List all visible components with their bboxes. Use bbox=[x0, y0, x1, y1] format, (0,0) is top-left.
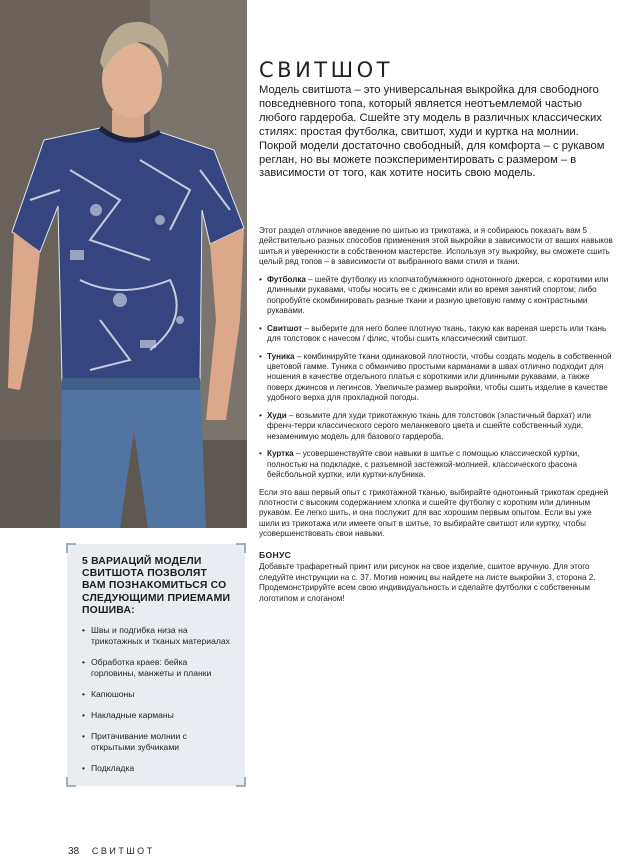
sidebar-item-text: Подкладка bbox=[91, 763, 135, 774]
corner-mark bbox=[236, 777, 246, 787]
bullet-icon: • bbox=[82, 731, 86, 742]
corner-mark bbox=[66, 777, 76, 787]
sidebar-item-text: Обработка краев: бейка горловины, манжеты и планки bbox=[91, 657, 212, 679]
corner-mark bbox=[236, 543, 246, 553]
variant-text: – выберите для него более плотную ткань, такую как вареная шерсть или ткань для толстовок с начесом / флис, чтобы сшить классический свитшот. bbox=[267, 323, 607, 344]
body-text bbox=[259, 226, 613, 611]
variant-term: Свитшот bbox=[267, 323, 303, 333]
sidebar-title: 5 ВАРИАЦИЙ МОДЕЛИ СВИТШОТА ПОЗВОЛЯТ ВАМ ПОЗНАКОМИТЬСЯ СО СЛЕДУЮЩИМИ ПРИЕМАМИ ПОШИВА: bbox=[82, 556, 231, 616]
advice-paragraph: Если это ваш первый опыт с трикотажной тканью, выбирайте однотонный трикотаж средней плотности с высоким содержанием хлопка и сшейте футболку с коротким или длинным рукавом. Ее легко шить, и она послужит для вас хорошим первым опытом. Если вы уже шили из трикотажа или имеете опыт в шитье, то выбирайте свитшот или куртку, чтобы усовершенствовать свои навыки. bbox=[259, 487, 609, 539]
sidebar-item bbox=[82, 625, 233, 647]
bullet-icon: • bbox=[82, 625, 86, 636]
variant-item bbox=[259, 275, 613, 317]
bullet-icon: • bbox=[259, 410, 262, 420]
page-number: 38 bbox=[68, 846, 80, 857]
variant-term: Туника bbox=[267, 351, 295, 361]
sidebar-item bbox=[82, 657, 233, 679]
bullet-icon: • bbox=[82, 689, 86, 700]
variant-item bbox=[259, 324, 613, 345]
bullet-icon: • bbox=[259, 449, 262, 459]
sidebar-item bbox=[82, 689, 233, 700]
sidebar-item-text: Капюшоны bbox=[91, 689, 135, 700]
bullet-icon: • bbox=[82, 657, 86, 668]
sidebar-list bbox=[82, 625, 233, 774]
variant-text: – возьмите для худи трикотажную ткань для толстовок (эластичный бархат) или френч-терри классического серого меланжевого цвета и сшейте собственный худи, незаменимую модель для базового гардероба. bbox=[267, 410, 591, 441]
sidebar-item-text: Накладные карманы bbox=[91, 710, 174, 721]
variant-text: – комбинируйте ткани одинаковой плотности, чтобы создать модель в собственной цветовой гамме. Туника с обманчиво простыми карманами в швах отлично подходит для ношения в качестве отдельного платья с короткими или длинными рукавами, а также поверх джинсов и легинсов. Увеличьте размер выкройки, чтобы сшить изделие в качестве удобного верха для прохладной погоды. bbox=[267, 351, 612, 403]
variants-list bbox=[259, 275, 613, 481]
bonus-paragraph: Добавьте трафаретный принт или рисунок на свое изделие, сшитое вручную. Для этого следуйте инструкции на с. 37. Мотив ножниц вы найдете на листе выкройки 3, сторона 2. Продемонстрируйте всем свою индивидуальность и сделайте футболки с собственным логотипом и слоганом! bbox=[259, 562, 596, 603]
variant-item bbox=[259, 352, 613, 404]
sidebar-item bbox=[82, 731, 233, 753]
model-photo-illustration bbox=[0, 0, 247, 528]
sidebar-item bbox=[82, 763, 233, 774]
variant-term: Футболка bbox=[267, 274, 306, 284]
variant-item bbox=[259, 411, 613, 442]
bullet-icon: • bbox=[82, 710, 86, 721]
sidebar-item-text: Притачивание молнии с открытыми зубчиками bbox=[91, 731, 187, 753]
lead-paragraph: Модель свитшота – это универсальная выкройка для свободного повседневного топа, который является неотъемлемой частью любого гардероба. Сшейте эту модель в различных классических стилях: простая футболка, свитшот, худи и куртка на молнии. Покрой модели достаточно свободный, для комфорта – с рукавом реглан, но вы можете поэкспериментировать с размером – в зависимости от того, как хотите носить свою модель. bbox=[259, 84, 605, 180]
variant-text: – усовершенствуйте свои навыки в шитье с помощью классической куртки, полностью на подкладке, с разъемной застежкой-молнией, классического фасона бейсбольной куртки, или куртки-клубника. bbox=[267, 449, 580, 480]
sidebar-box bbox=[67, 544, 245, 786]
variant-text: – шейте футболку из хлопчатобумажного однотонного джерси, с короткими или длинными рукавами, чтобы носить ее с джинсами или во время занятий спортом; либо попробуйте скомбинировать разные ткани и разную цветовую гамму с контрастными рукавами. bbox=[267, 274, 609, 316]
page-title: СВИТШОТ bbox=[259, 58, 393, 82]
bullet-icon: • bbox=[259, 323, 262, 333]
page-footer bbox=[68, 846, 155, 857]
variant-term: Куртка bbox=[267, 449, 294, 459]
bonus-heading: БОНУС bbox=[259, 549, 292, 560]
model-photo bbox=[0, 0, 247, 528]
bullet-icon: • bbox=[82, 763, 86, 774]
variant-item bbox=[259, 449, 613, 480]
corner-mark bbox=[66, 543, 76, 553]
bullet-icon: • bbox=[259, 351, 262, 361]
variant-term: Худи bbox=[267, 410, 287, 420]
bullet-icon: • bbox=[259, 274, 262, 284]
sidebar-item bbox=[82, 710, 233, 721]
section-name: СВИТШОТ bbox=[91, 846, 155, 856]
sidebar-item-text: Швы и подгибка низа на трикотажных и тканых материалах bbox=[91, 625, 230, 647]
intro-paragraph: Этот раздел отличное введение по шитью из трикотажа, и я собираюсь показать вам 5 действительно разных способов применения этой выкройки в зависимости от ваших навыков шитья и уверенности в собственном мастерстве. Используя эту выкройку, вы сможете сшить целый ряд топов – в зависимости от выбранного вами стиля и ткани. bbox=[259, 226, 613, 267]
